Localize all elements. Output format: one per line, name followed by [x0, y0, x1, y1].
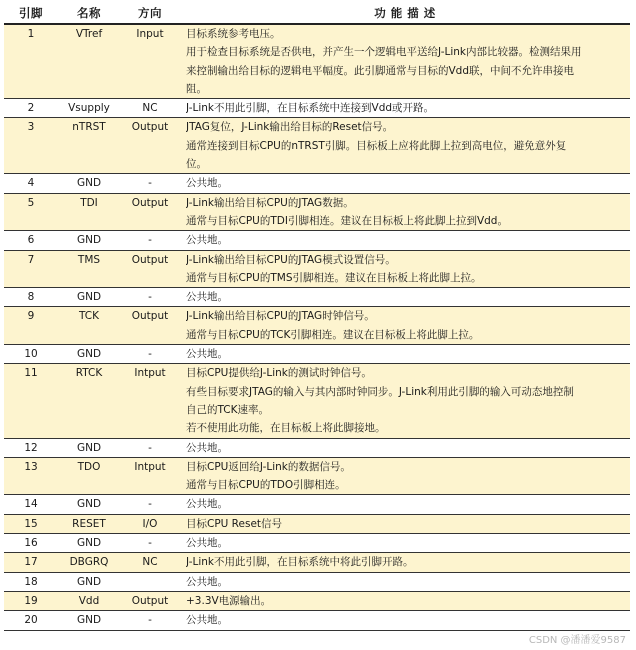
direction-cell: Output — [120, 250, 180, 288]
header-description: 功 能 描 述 — [180, 4, 630, 24]
description-line: 用于检查目标系统是否供电，并产生一个逻辑电平送给J-Link内部比较器。检测结果用 — [186, 46, 582, 59]
description-line: 目标系统参考电压。 — [186, 28, 281, 40]
description-cell — [180, 118, 630, 174]
table-row — [4, 345, 630, 364]
description-cell — [180, 99, 630, 118]
pin-cell: 14 — [4, 495, 58, 514]
description-line: 阻。 — [186, 82, 207, 95]
table-row — [4, 364, 630, 438]
direction-cell: NC — [120, 553, 180, 572]
watermark: CSDN @潘潘爱9587 — [528, 635, 626, 646]
direction-cell: - — [120, 611, 180, 630]
description-line: 通常与目标CPU的TDO引脚相连。 — [186, 479, 346, 492]
pin-cell: 6 — [4, 231, 58, 250]
direction-cell: Output — [120, 118, 180, 174]
pin-cell: 19 — [4, 591, 58, 610]
direction-cell: Output — [120, 193, 180, 231]
name-cell: TCK — [58, 307, 120, 345]
table-body — [4, 24, 630, 630]
name-cell: TDO — [58, 457, 120, 495]
name-cell: GND — [58, 345, 120, 364]
description-cell — [180, 250, 630, 288]
pin-cell: 15 — [4, 514, 58, 533]
name-cell: Vsupply — [58, 99, 120, 118]
direction-cell: - — [120, 345, 180, 364]
pin-cell: 16 — [4, 534, 58, 553]
direction-cell: - — [120, 534, 180, 553]
description-line: 通常与目标CPU的TMS引脚相连。建议在目标板上将此脚上拉。 — [186, 271, 482, 284]
description-line: 公共地。 — [186, 441, 228, 454]
pin-cell: 4 — [4, 174, 58, 193]
name-cell: GND — [58, 288, 120, 307]
table-row — [4, 457, 630, 495]
description-cell — [180, 457, 630, 495]
table-row — [4, 572, 630, 591]
description-cell — [180, 591, 630, 610]
pin-cell: 8 — [4, 288, 58, 307]
direction-cell: Output — [120, 307, 180, 345]
pin-cell: 20 — [4, 611, 58, 630]
name-cell: GND — [58, 231, 120, 250]
table-row — [4, 118, 630, 174]
name-cell: nTRST — [58, 118, 120, 174]
description-line: 公共地。 — [186, 498, 228, 511]
name-cell: GND — [58, 495, 120, 514]
name-cell: RTCK — [58, 364, 120, 438]
description-line: 来控制输出给目标的逻辑电平幅度。此引脚通常与目标的Vdd联，中间不允许串接电 — [186, 64, 575, 77]
pin-cell: 3 — [4, 118, 58, 174]
description-line: J-Link不用此引脚，在目标系统中将此引脚开路。 — [186, 556, 414, 569]
table-row — [4, 514, 630, 533]
table-row — [4, 495, 630, 514]
direction-cell: - — [120, 288, 180, 307]
description-cell — [180, 438, 630, 457]
description-line: J-Link输出给目标CPU的JTAG数据。 — [186, 196, 354, 209]
direction-cell: Intput — [120, 457, 180, 495]
description-line: 公共地。 — [186, 177, 228, 190]
direction-cell — [120, 572, 180, 591]
table-row — [4, 99, 630, 118]
table-row — [4, 174, 630, 193]
name-cell: DBGRQ — [58, 553, 120, 572]
table-row — [4, 307, 630, 345]
description-line: 公共地。 — [186, 575, 228, 588]
pin-cell: 18 — [4, 572, 58, 591]
pin-table — [4, 4, 630, 631]
description-line: JTAG复位，J-Link输出给目标的Reset信号。 — [186, 121, 394, 134]
direction-cell: I/O — [120, 514, 180, 533]
direction-cell: Output — [120, 591, 180, 610]
description-line: J-Link输出给目标CPU的JTAG时钟信号。 — [186, 310, 375, 323]
pin-cell: 12 — [4, 438, 58, 457]
description-line: 目标CPU提供给J-Link的测试时钟信号。 — [186, 367, 372, 380]
description-cell — [180, 345, 630, 364]
pin-cell: 7 — [4, 250, 58, 288]
description-line: 目标CPU Reset信号 — [186, 517, 283, 530]
pin-cell: 1 — [4, 24, 58, 99]
table-row — [4, 24, 630, 99]
direction-cell: - — [120, 231, 180, 250]
description-cell — [180, 24, 630, 99]
description-line: 目标CPU返回给J-Link的数据信号。 — [186, 460, 351, 473]
direction-cell: Input — [120, 24, 180, 99]
description-cell — [180, 495, 630, 514]
table-row — [4, 193, 630, 231]
name-cell: TDI — [58, 193, 120, 231]
description-cell — [180, 514, 630, 533]
description-line: 自己的TCK速率。 — [186, 403, 270, 416]
pin-cell: 9 — [4, 307, 58, 345]
header-row — [4, 4, 630, 24]
description-cell — [180, 288, 630, 307]
description-line: 公共地。 — [186, 614, 228, 627]
name-cell: GND — [58, 438, 120, 457]
description-cell — [180, 553, 630, 572]
direction-cell: Intput — [120, 364, 180, 438]
description-cell — [180, 307, 630, 345]
table-row — [4, 250, 630, 288]
description-cell — [180, 611, 630, 630]
description-line: J-Link输出给目标CPU的JTAG模式设置信号。 — [186, 253, 396, 266]
pin-cell: 13 — [4, 457, 58, 495]
pin-cell: 11 — [4, 364, 58, 438]
direction-cell: NC — [120, 99, 180, 118]
description-line: +3.3V电源输出。 — [186, 594, 272, 607]
name-cell: GND — [58, 174, 120, 193]
description-line: 通常连接到目标CPU的nTRST引脚。目标板上应将此脚上拉到高电位，避免意外复 — [186, 139, 567, 152]
name-cell: Vdd — [58, 591, 120, 610]
description-line: 通常与目标CPU的TCK引脚相连。建议在目标板上将此脚上拉。 — [186, 328, 480, 341]
description-line: 公共地。 — [186, 348, 228, 361]
table-row — [4, 438, 630, 457]
name-cell: RESET — [58, 514, 120, 533]
description-cell — [180, 174, 630, 193]
header-pin: 引脚 — [4, 4, 58, 24]
description-line: 通常与目标CPU的TDI引脚相连。建议在目标板上将此脚上拉到Vdd。 — [186, 214, 508, 227]
direction-cell: - — [120, 438, 180, 457]
table-row — [4, 534, 630, 553]
name-cell: GND — [58, 534, 120, 553]
header-name: 名称 — [58, 4, 120, 24]
description-cell — [180, 364, 630, 438]
table-row — [4, 591, 630, 610]
header-direction: 方向 — [120, 4, 180, 24]
table-row — [4, 231, 630, 250]
name-cell: GND — [58, 572, 120, 591]
description-line: J-Link不用此引脚，在目标系统中连接到Vdd或开路。 — [186, 102, 435, 115]
pin-cell: 17 — [4, 553, 58, 572]
table-row — [4, 611, 630, 630]
description-line: 若不使用此功能，在目标板上将此脚接地。 — [186, 422, 386, 435]
direction-cell: - — [120, 174, 180, 193]
description-line: 公共地。 — [186, 291, 228, 304]
name-cell: GND — [58, 611, 120, 630]
description-line: 公共地。 — [186, 234, 228, 247]
pin-cell: 10 — [4, 345, 58, 364]
description-cell — [180, 231, 630, 250]
description-cell — [180, 193, 630, 231]
description-line: 有些目标要求JTAG的输入与其内部时钟同步。J-Link利用此引脚的输入可动态地控制 — [186, 385, 574, 398]
table-row — [4, 553, 630, 572]
name-cell: VTref — [58, 24, 120, 99]
description-cell — [180, 534, 630, 553]
description-line: 公共地。 — [186, 537, 228, 550]
description-cell — [180, 572, 630, 591]
pin-cell: 2 — [4, 99, 58, 118]
name-cell: TMS — [58, 250, 120, 288]
pin-cell: 5 — [4, 193, 58, 231]
direction-cell: - — [120, 495, 180, 514]
table-row — [4, 288, 630, 307]
description-line: 位。 — [186, 158, 207, 171]
